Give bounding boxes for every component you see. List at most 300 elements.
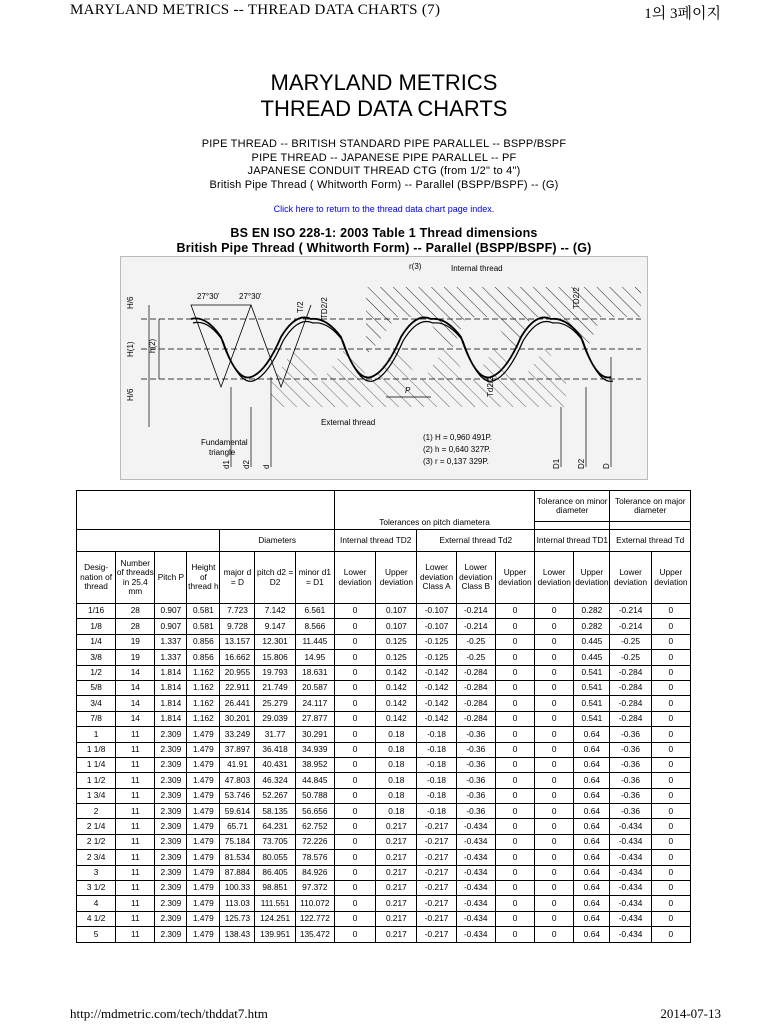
table-cell: -0.434: [610, 881, 651, 896]
header-external-td2: External thread Td2: [417, 530, 535, 552]
table-cell: 0: [535, 773, 574, 788]
table-cell: 1/4: [77, 634, 116, 649]
table-cell: 58.135: [255, 804, 295, 819]
thread-dimensions-table: [76, 490, 691, 943]
table-cell: 0.581: [187, 619, 220, 634]
table-cell: 0: [651, 896, 690, 911]
table-cell: 81.534: [220, 850, 255, 865]
table-cell: -0.434: [610, 911, 651, 926]
table-cell: 0.64: [574, 819, 610, 834]
table-cell: 53.746: [220, 788, 255, 803]
table-cell: -0.142: [417, 711, 456, 726]
table-cell: 1.162: [187, 696, 220, 711]
table-cell: 19.793: [255, 665, 295, 680]
thread-profile-diagram: [120, 256, 648, 480]
table-cell: 86.405: [255, 865, 295, 880]
table-cell: 9.728: [220, 619, 255, 634]
header-external-td: External thread Td: [610, 530, 691, 552]
table-cell: 0: [651, 834, 690, 849]
table-cell: 11.445: [295, 634, 334, 649]
column-header: Upper deviation: [574, 552, 610, 604]
table-cell: 46.324: [255, 773, 295, 788]
table-cell: 1.814: [155, 665, 187, 680]
table-cell: 0: [651, 680, 690, 695]
table-cell: -0.107: [417, 604, 456, 619]
table-cell: -0.25: [456, 650, 495, 665]
table-row: [77, 819, 691, 834]
table-cell: -0.434: [610, 834, 651, 849]
table-cell: 1 1/8: [77, 742, 116, 757]
table-cell: 11: [116, 804, 155, 819]
table-cell: -0.36: [610, 804, 651, 819]
table-cell: 0.445: [574, 634, 610, 649]
table-cell: 0: [651, 865, 690, 880]
table-cell: 56.656: [295, 804, 334, 819]
table-cell: 3/4: [77, 696, 116, 711]
table-cell: 0.142: [376, 665, 417, 680]
subtitle-block: [0, 138, 768, 192]
header-diameters: Diameters: [220, 530, 335, 552]
svg-text:TD2/2: TD2/2: [572, 287, 581, 309]
table-cell: 14: [116, 711, 155, 726]
svg-text:27°30': 27°30': [197, 292, 220, 301]
table-cell: 7.142: [255, 604, 295, 619]
table-cell: -0.125: [417, 634, 456, 649]
table-row: [77, 680, 691, 695]
table-cell: 0: [495, 650, 534, 665]
table-row: [77, 634, 691, 649]
svg-text:triangle: triangle: [209, 448, 236, 457]
table-cell: 0: [651, 742, 690, 757]
table-cell: 1.479: [187, 773, 220, 788]
table-cell: 0.64: [574, 896, 610, 911]
table-cell: 0.142: [376, 680, 417, 695]
table-cell: 34.939: [295, 742, 334, 757]
table-cell: -0.284: [456, 696, 495, 711]
table-cell: 0: [495, 711, 534, 726]
table-row: [77, 650, 691, 665]
table-cell: 0.107: [376, 619, 417, 634]
table-cell: 11: [116, 834, 155, 849]
table-cell: 7.723: [220, 604, 255, 619]
table-cell: 0: [495, 773, 534, 788]
table-cell: 0: [535, 742, 574, 757]
table-cell: 11: [116, 896, 155, 911]
table-cell: 1/2: [77, 665, 116, 680]
table-cell: 0: [495, 911, 534, 926]
table-cell: 1.479: [187, 911, 220, 926]
svg-text:d1: d1: [222, 460, 231, 469]
index-link[interactable]: Click here to return to the thread data chart page index.: [273, 204, 495, 214]
table-cell: 59.614: [220, 804, 255, 819]
table-cell: -0.434: [456, 850, 495, 865]
table-cell: 0: [535, 619, 574, 634]
table-cell: 78.576: [295, 850, 334, 865]
table-cell: 20.955: [220, 665, 255, 680]
table-cell: 1.479: [187, 804, 220, 819]
table-cell: 29.039: [255, 711, 295, 726]
table-row: [77, 742, 691, 757]
table-cell: 0.64: [574, 881, 610, 896]
table-cell: 138.43: [220, 927, 255, 942]
table-cell: 0.18: [376, 804, 417, 819]
table-cell: -0.214: [610, 604, 651, 619]
svg-text:(3) r = 0,137 329P.: (3) r = 0,137 329P.: [423, 457, 489, 466]
table-cell: 11: [116, 865, 155, 880]
table-cell: 0: [495, 804, 534, 819]
table-cell: 0: [535, 850, 574, 865]
table-cell: 31.77: [255, 727, 295, 742]
table-cell: 0.125: [376, 634, 417, 649]
table-cell: 13.157: [220, 634, 255, 649]
table-cell: 1.479: [187, 850, 220, 865]
svg-text:h(2): h(2): [148, 338, 157, 353]
table-cell: -0.217: [417, 927, 456, 942]
table-cell: 2.309: [155, 773, 187, 788]
table-cell: 84.926: [295, 865, 334, 880]
table-cell: 0.217: [376, 834, 417, 849]
table-cell: 0: [334, 634, 375, 649]
table-cell: 0.217: [376, 896, 417, 911]
table-row: [77, 619, 691, 634]
table-header-blank: [77, 491, 335, 530]
table-cell: 0: [535, 604, 574, 619]
svg-text:D: D: [602, 463, 611, 469]
table-cell: -0.217: [417, 865, 456, 880]
column-header: Upper deviation: [376, 552, 417, 604]
table-cell: 0.445: [574, 650, 610, 665]
table-cell: 124.251: [255, 911, 295, 926]
table-cell: 0: [334, 896, 375, 911]
table-cell: 0.125: [376, 650, 417, 665]
table-cell: 0: [651, 819, 690, 834]
table-cell: 0: [535, 696, 574, 711]
table-cell: 97.372: [295, 881, 334, 896]
table-cell: 0: [495, 850, 534, 865]
table-cell: 1.479: [187, 881, 220, 896]
header-tolerance-minor: Tolerance on minor diameter: [535, 491, 610, 522]
table-cell: 0: [651, 727, 690, 742]
table-cell: 0.64: [574, 865, 610, 880]
table-cell: -0.434: [456, 834, 495, 849]
table-cell: 0.64: [574, 850, 610, 865]
table-cell: -0.434: [456, 896, 495, 911]
header-internal-td1: Internal thread TD1: [535, 530, 610, 552]
table-cell: -0.434: [456, 819, 495, 834]
table-cell: -0.18: [417, 727, 456, 742]
table-cell: 0: [535, 727, 574, 742]
table-cell: 0: [535, 819, 574, 834]
svg-text:H/6: H/6: [126, 388, 135, 401]
table-cell: 0.64: [574, 788, 610, 803]
table-cell: 2.309: [155, 727, 187, 742]
table-cell: 87.884: [220, 865, 255, 880]
table-cell: 0: [495, 896, 534, 911]
table-cell: 0.64: [574, 773, 610, 788]
table-cell: 2.309: [155, 804, 187, 819]
subtitle-line: PIPE THREAD -- JAPANESE PIPE PARALLEL -- PF: [251, 151, 517, 164]
table-cell: -0.36: [456, 757, 495, 772]
table-cell: 0.541: [574, 680, 610, 695]
table-cell: 0: [535, 834, 574, 849]
column-header: Lower deviation: [535, 552, 574, 604]
svg-text:Td2/2: Td2/2: [486, 376, 495, 397]
table-cell: -0.36: [610, 788, 651, 803]
table-cell: 11: [116, 773, 155, 788]
table-cell: 0.856: [187, 634, 220, 649]
table-cell: 1.814: [155, 680, 187, 695]
table-cell: -0.36: [456, 727, 495, 742]
table-cell: 0: [535, 711, 574, 726]
table-cell: 36.418: [255, 742, 295, 757]
table-cell: 0: [495, 927, 534, 942]
table-cell: 0.856: [187, 650, 220, 665]
page-title-line2: THREAD DATA CHARTS: [260, 96, 508, 121]
table-cell: 38.952: [295, 757, 334, 772]
column-header: minor d1 = D1: [295, 552, 334, 604]
table-cell: 9.147: [255, 619, 295, 634]
table-row: [77, 911, 691, 926]
table-cell: 0: [334, 727, 375, 742]
table-cell: 6.561: [295, 604, 334, 619]
table-cell: 3 1/2: [77, 881, 116, 896]
table-cell: 0: [651, 927, 690, 942]
table-cell: 2.309: [155, 927, 187, 942]
table-cell: 1.479: [187, 834, 220, 849]
table-cell: -0.25: [610, 634, 651, 649]
table-cell: -0.434: [610, 865, 651, 880]
svg-text:H/6: H/6: [126, 296, 135, 309]
table-cell: -0.125: [417, 650, 456, 665]
table-cell: 80.055: [255, 850, 295, 865]
table-cell: 0: [334, 696, 375, 711]
svg-text:External thread: External thread: [321, 418, 376, 427]
table-cell: 50.788: [295, 788, 334, 803]
table-cell: -0.217: [417, 819, 456, 834]
table-cell: -0.36: [610, 773, 651, 788]
table-cell: 0.282: [574, 604, 610, 619]
header-internal-td2: Internal thread TD2: [334, 530, 417, 552]
table-cell: -0.142: [417, 696, 456, 711]
table-cell: 0: [334, 911, 375, 926]
table-cell: 11: [116, 927, 155, 942]
table-cell: 98.851: [255, 881, 295, 896]
table-cell: 11: [116, 727, 155, 742]
table-cell: -0.36: [610, 742, 651, 757]
table-cell: -0.434: [610, 927, 651, 942]
table-cell: -0.284: [610, 665, 651, 680]
table-cell: 0: [651, 881, 690, 896]
table-cell: 19: [116, 650, 155, 665]
table-cell: 1.162: [187, 680, 220, 695]
table-cell: 0.18: [376, 788, 417, 803]
table-cell: 14: [116, 665, 155, 680]
table-cell: 1.337: [155, 634, 187, 649]
table-cell: 4 1/2: [77, 911, 116, 926]
table-cell: 0: [495, 619, 534, 634]
table-cell: 1 1/2: [77, 773, 116, 788]
table-cell: 0: [334, 650, 375, 665]
table-cell: 2.309: [155, 788, 187, 803]
table-cell: 0: [651, 696, 690, 711]
svg-text:r(3): r(3): [409, 262, 422, 271]
print-header-page: 1의 3페이지: [644, 6, 721, 22]
table-cell: 28: [116, 604, 155, 619]
table-cell: 0.64: [574, 911, 610, 926]
table-cell: -0.18: [417, 742, 456, 757]
table-cell: 0.282: [574, 619, 610, 634]
table-cell: 122.772: [295, 911, 334, 926]
table-cell: 0: [651, 604, 690, 619]
subtitle-line: JAPANESE CONDUIT THREAD CTG (from 1/2" to 4"): [247, 165, 521, 177]
table-cell: 0: [334, 788, 375, 803]
table-cell: -0.284: [456, 680, 495, 695]
table-cell: 19: [116, 634, 155, 649]
subtitle-line: British Pipe Thread ( Whitworth Form) -- Parallel (BSPP/BSPF) -- (G): [209, 178, 559, 191]
table-cell: 0: [535, 804, 574, 819]
table-cell: 1.814: [155, 696, 187, 711]
print-header: [0, 0, 768, 22]
column-header: pitch d2 = D2: [255, 552, 295, 604]
table-cell: 0: [651, 804, 690, 819]
svg-text:Internal thread: Internal thread: [451, 264, 503, 273]
table-cell: 0: [535, 865, 574, 880]
svg-text:H(1): H(1): [126, 341, 135, 357]
table-cell: 0.64: [574, 757, 610, 772]
table-cell: 73.705: [255, 834, 295, 849]
svg-text:(2) h = 0,640 327P.: (2) h = 0,640 327P.: [423, 445, 491, 454]
table-cell: 0: [334, 773, 375, 788]
table-cell: 1: [77, 727, 116, 742]
table-cell: -0.284: [456, 665, 495, 680]
column-header: Pitch P: [155, 552, 187, 604]
table-row: [77, 881, 691, 896]
table-cell: -0.217: [417, 911, 456, 926]
table-cell: -0.18: [417, 773, 456, 788]
table-cell: 14.95: [295, 650, 334, 665]
svg-text:T/2: T/2: [296, 301, 305, 313]
table-cell: -0.36: [456, 742, 495, 757]
table-cell: 0: [495, 665, 534, 680]
table-cell: 2 3/4: [77, 850, 116, 865]
table-cell: 11: [116, 850, 155, 865]
table-cell: 1.162: [187, 665, 220, 680]
table-cell: 0: [495, 696, 534, 711]
table-row: [77, 788, 691, 803]
table-cell: 0: [495, 881, 534, 896]
table-cell: -0.36: [610, 757, 651, 772]
table-cell: -0.36: [456, 788, 495, 803]
table-cell: 2.309: [155, 850, 187, 865]
subtitle-line: PIPE THREAD -- BRITISH STANDARD PIPE PARALLEL -- BSPP/BSPF: [201, 138, 567, 150]
table-cell: 27.877: [295, 711, 334, 726]
table-cell: 2.309: [155, 742, 187, 757]
table-cell: 8.566: [295, 619, 334, 634]
table-cell: -0.217: [417, 850, 456, 865]
table-cell: 0: [651, 619, 690, 634]
table-cell: 0.64: [574, 742, 610, 757]
table-cell: 139.951: [255, 927, 295, 942]
table-cell: 0: [334, 850, 375, 865]
table-cell: 0: [535, 788, 574, 803]
table-cell: 0.18: [376, 773, 417, 788]
svg-text:d2: d2: [242, 460, 251, 469]
table-cell: -0.25: [456, 634, 495, 649]
table-cell: -0.18: [417, 804, 456, 819]
svg-text:D1: D1: [552, 458, 561, 469]
table-cell: 72.226: [295, 834, 334, 849]
table-cell: 0: [651, 711, 690, 726]
table-cell: 7/8: [77, 711, 116, 726]
table-cell: 37.897: [220, 742, 255, 757]
table-cell: 1/8: [77, 619, 116, 634]
column-header: Lower deviation Class B: [456, 552, 495, 604]
table-cell: 33.249: [220, 727, 255, 742]
table-cell: -0.284: [610, 680, 651, 695]
table-cell: 5/8: [77, 680, 116, 695]
table-cell: 16.662: [220, 650, 255, 665]
table-cell: 0.64: [574, 834, 610, 849]
table-cell: 0: [334, 834, 375, 849]
table-cell: -0.25: [610, 650, 651, 665]
table-cell: 0: [334, 742, 375, 757]
column-header: Lower deviation Class A: [417, 552, 456, 604]
table-cell: -0.284: [610, 711, 651, 726]
table-row: [77, 927, 691, 942]
table-cell: 11: [116, 819, 155, 834]
table-cell: -0.214: [456, 619, 495, 634]
table-cell: 0: [495, 865, 534, 880]
table-cell: 75.184: [220, 834, 255, 849]
table-cell: 1.479: [187, 819, 220, 834]
table-cell: 0.64: [574, 727, 610, 742]
table-cell: 24.117: [295, 696, 334, 711]
table-cell: -0.36: [610, 727, 651, 742]
table-row: [77, 865, 691, 880]
table-cell: 3: [77, 865, 116, 880]
table-cell: 0: [334, 757, 375, 772]
table-cell: 0: [495, 604, 534, 619]
table-cell: 0: [334, 665, 375, 680]
footer-url[interactable]: http://mdmetric.com/tech/thddat7.htm: [70, 1006, 268, 1021]
table-cell: 5: [77, 927, 116, 942]
table-cell: 3/8: [77, 650, 116, 665]
table-cell: 0: [651, 665, 690, 680]
table-cell: 0: [334, 711, 375, 726]
column-header: Upper deviation: [495, 552, 534, 604]
table-cell: 1.479: [187, 757, 220, 772]
table-row: [77, 834, 691, 849]
table-row: [77, 804, 691, 819]
table-cell: 0: [535, 927, 574, 942]
header-tolerance-major: Tolerance on major diameter: [610, 491, 691, 522]
table-cell: -0.36: [456, 773, 495, 788]
table-cell: 0: [334, 865, 375, 880]
table-cell: 0.217: [376, 819, 417, 834]
table-cell: 0: [495, 727, 534, 742]
table-cell: 25.279: [255, 696, 295, 711]
table-cell: 2.309: [155, 881, 187, 896]
svg-text:P: P: [405, 386, 411, 395]
page-title-line1: MARYLAND METRICS: [270, 70, 498, 95]
table-row: [77, 757, 691, 772]
table-cell: 0.581: [187, 604, 220, 619]
table-cell: 2.309: [155, 819, 187, 834]
svg-text:(1) H = 0,960 491P.: (1) H = 0,960 491P.: [423, 433, 493, 442]
table-cell: 1.814: [155, 711, 187, 726]
table-cell: 0.18: [376, 742, 417, 757]
table-cell: 14: [116, 696, 155, 711]
